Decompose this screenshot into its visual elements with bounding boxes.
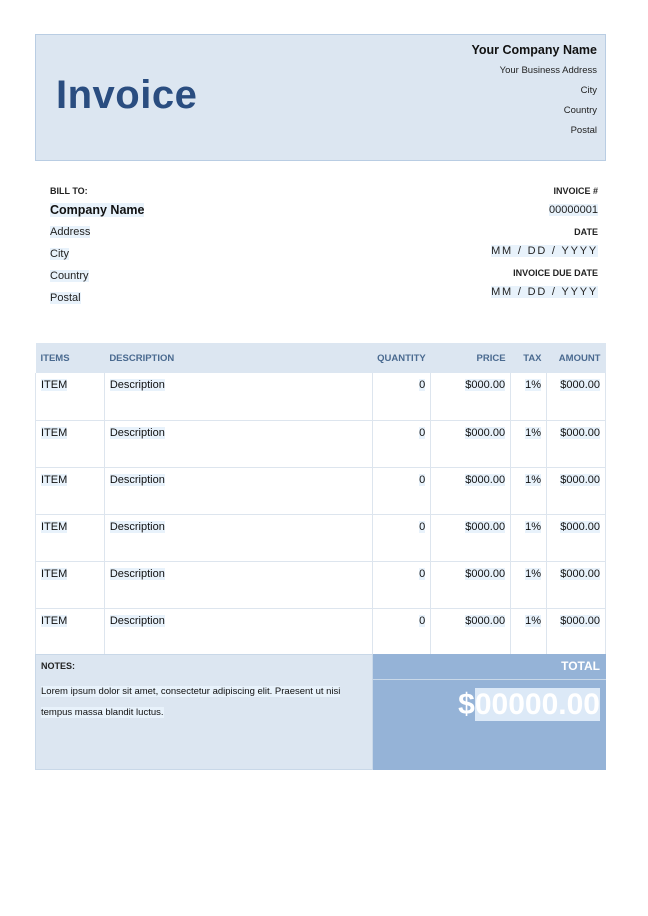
bill-to-block (50, 184, 144, 312)
row-tax[interactable]: 1% (525, 520, 542, 533)
row-item[interactable]: ITEM (41, 567, 68, 580)
row-description[interactable]: Description (109, 426, 165, 439)
client-company-name[interactable]: Company Name (50, 203, 145, 217)
table-row (36, 467, 606, 514)
client-address[interactable]: Address (50, 226, 91, 238)
row-price[interactable]: $000.00 (465, 520, 506, 533)
date-field[interactable]: MM / DD / YYYY (491, 245, 598, 257)
row-amount[interactable]: $000.00 (560, 426, 600, 439)
row-quantity[interactable]: 0 (419, 473, 426, 486)
row-item[interactable]: ITEM (41, 614, 68, 627)
row-tax[interactable]: 1% (525, 614, 542, 627)
row-quantity[interactable]: 0 (419, 614, 426, 627)
row-item[interactable]: ITEM (41, 379, 68, 391)
table-row (36, 373, 606, 420)
line-items-table (35, 343, 606, 656)
row-tax[interactable]: 1% (525, 379, 542, 391)
row-amount[interactable]: $000.00 (560, 614, 600, 627)
row-amount[interactable]: $000.00 (560, 379, 600, 391)
total-amount (373, 680, 606, 722)
invoice-number-label: INVOICE # (553, 186, 598, 196)
invoice-title: Invoice (56, 73, 198, 117)
sender-company-name[interactable]: Your Company Name (471, 43, 597, 57)
col-header-items: ITEMS (36, 343, 105, 373)
table-row (36, 514, 606, 561)
bill-to-label: BILL TO: (50, 186, 88, 196)
row-tax[interactable]: 1% (525, 473, 542, 486)
row-amount[interactable]: $000.00 (560, 567, 600, 580)
row-item[interactable]: ITEM (41, 520, 68, 533)
row-amount[interactable]: $000.00 (560, 520, 600, 533)
col-header-quantity: QUANTITY (372, 343, 431, 373)
row-item[interactable]: ITEM (41, 473, 68, 486)
table-row (36, 561, 606, 608)
row-description[interactable]: Description (109, 473, 165, 486)
client-postal[interactable]: Postal (50, 292, 81, 304)
row-description[interactable]: Description (109, 567, 165, 580)
notes-block (35, 654, 373, 770)
notes-label: NOTES: (41, 661, 76, 671)
row-description[interactable]: Description (109, 614, 165, 627)
row-description[interactable]: Description (109, 379, 165, 391)
total-currency: $ (458, 688, 475, 721)
col-header-tax: TAX (511, 343, 547, 373)
client-country[interactable]: Country (50, 270, 89, 282)
row-quantity[interactable]: 0 (419, 520, 426, 533)
invoice-meta-block (491, 184, 598, 307)
sender-postal[interactable]: Postal (570, 125, 597, 136)
row-quantity[interactable]: 0 (419, 567, 426, 580)
row-description[interactable]: Description (109, 520, 165, 533)
sender-company-block (472, 35, 598, 144)
row-quantity[interactable]: 0 (419, 426, 426, 439)
total-block (373, 654, 606, 770)
row-tax[interactable]: 1% (525, 567, 542, 580)
due-date-label: INVOICE DUE DATE (513, 268, 598, 278)
table-row (36, 608, 606, 655)
sender-country[interactable]: Country (563, 105, 597, 116)
col-header-amount: AMOUNT (547, 343, 606, 373)
row-price[interactable]: $000.00 (465, 473, 506, 486)
date-label: DATE (574, 227, 598, 237)
table-row (36, 420, 606, 467)
sender-city[interactable]: City (580, 85, 597, 96)
client-city[interactable]: City (50, 248, 69, 260)
row-quantity[interactable]: 0 (419, 379, 426, 391)
table-header-row (36, 343, 606, 373)
invoice-header (35, 34, 606, 161)
total-label: TOTAL (373, 654, 606, 680)
row-price[interactable]: $000.00 (465, 567, 506, 580)
row-amount[interactable]: $000.00 (560, 473, 600, 486)
sender-address[interactable]: Your Business Address (499, 65, 597, 76)
col-header-description: DESCRIPTION (104, 343, 372, 373)
col-header-price: PRICE (431, 343, 511, 373)
invoice-number-field[interactable]: 00000001 (549, 204, 598, 216)
row-item[interactable]: ITEM (41, 426, 68, 439)
notes-text[interactable]: Lorem ipsum dolor sit amet, consectetur adipiscing elit. Praesent ut nisi tempus massa blandit luctus. (41, 686, 341, 718)
due-date-field[interactable]: MM / DD / YYYY (491, 286, 598, 298)
row-tax[interactable]: 1% (525, 426, 542, 439)
row-price[interactable]: $000.00 (465, 426, 506, 439)
total-value[interactable]: 00000.00 (474, 688, 600, 721)
row-price[interactable]: $000.00 (465, 379, 506, 391)
row-price[interactable]: $000.00 (465, 614, 506, 627)
